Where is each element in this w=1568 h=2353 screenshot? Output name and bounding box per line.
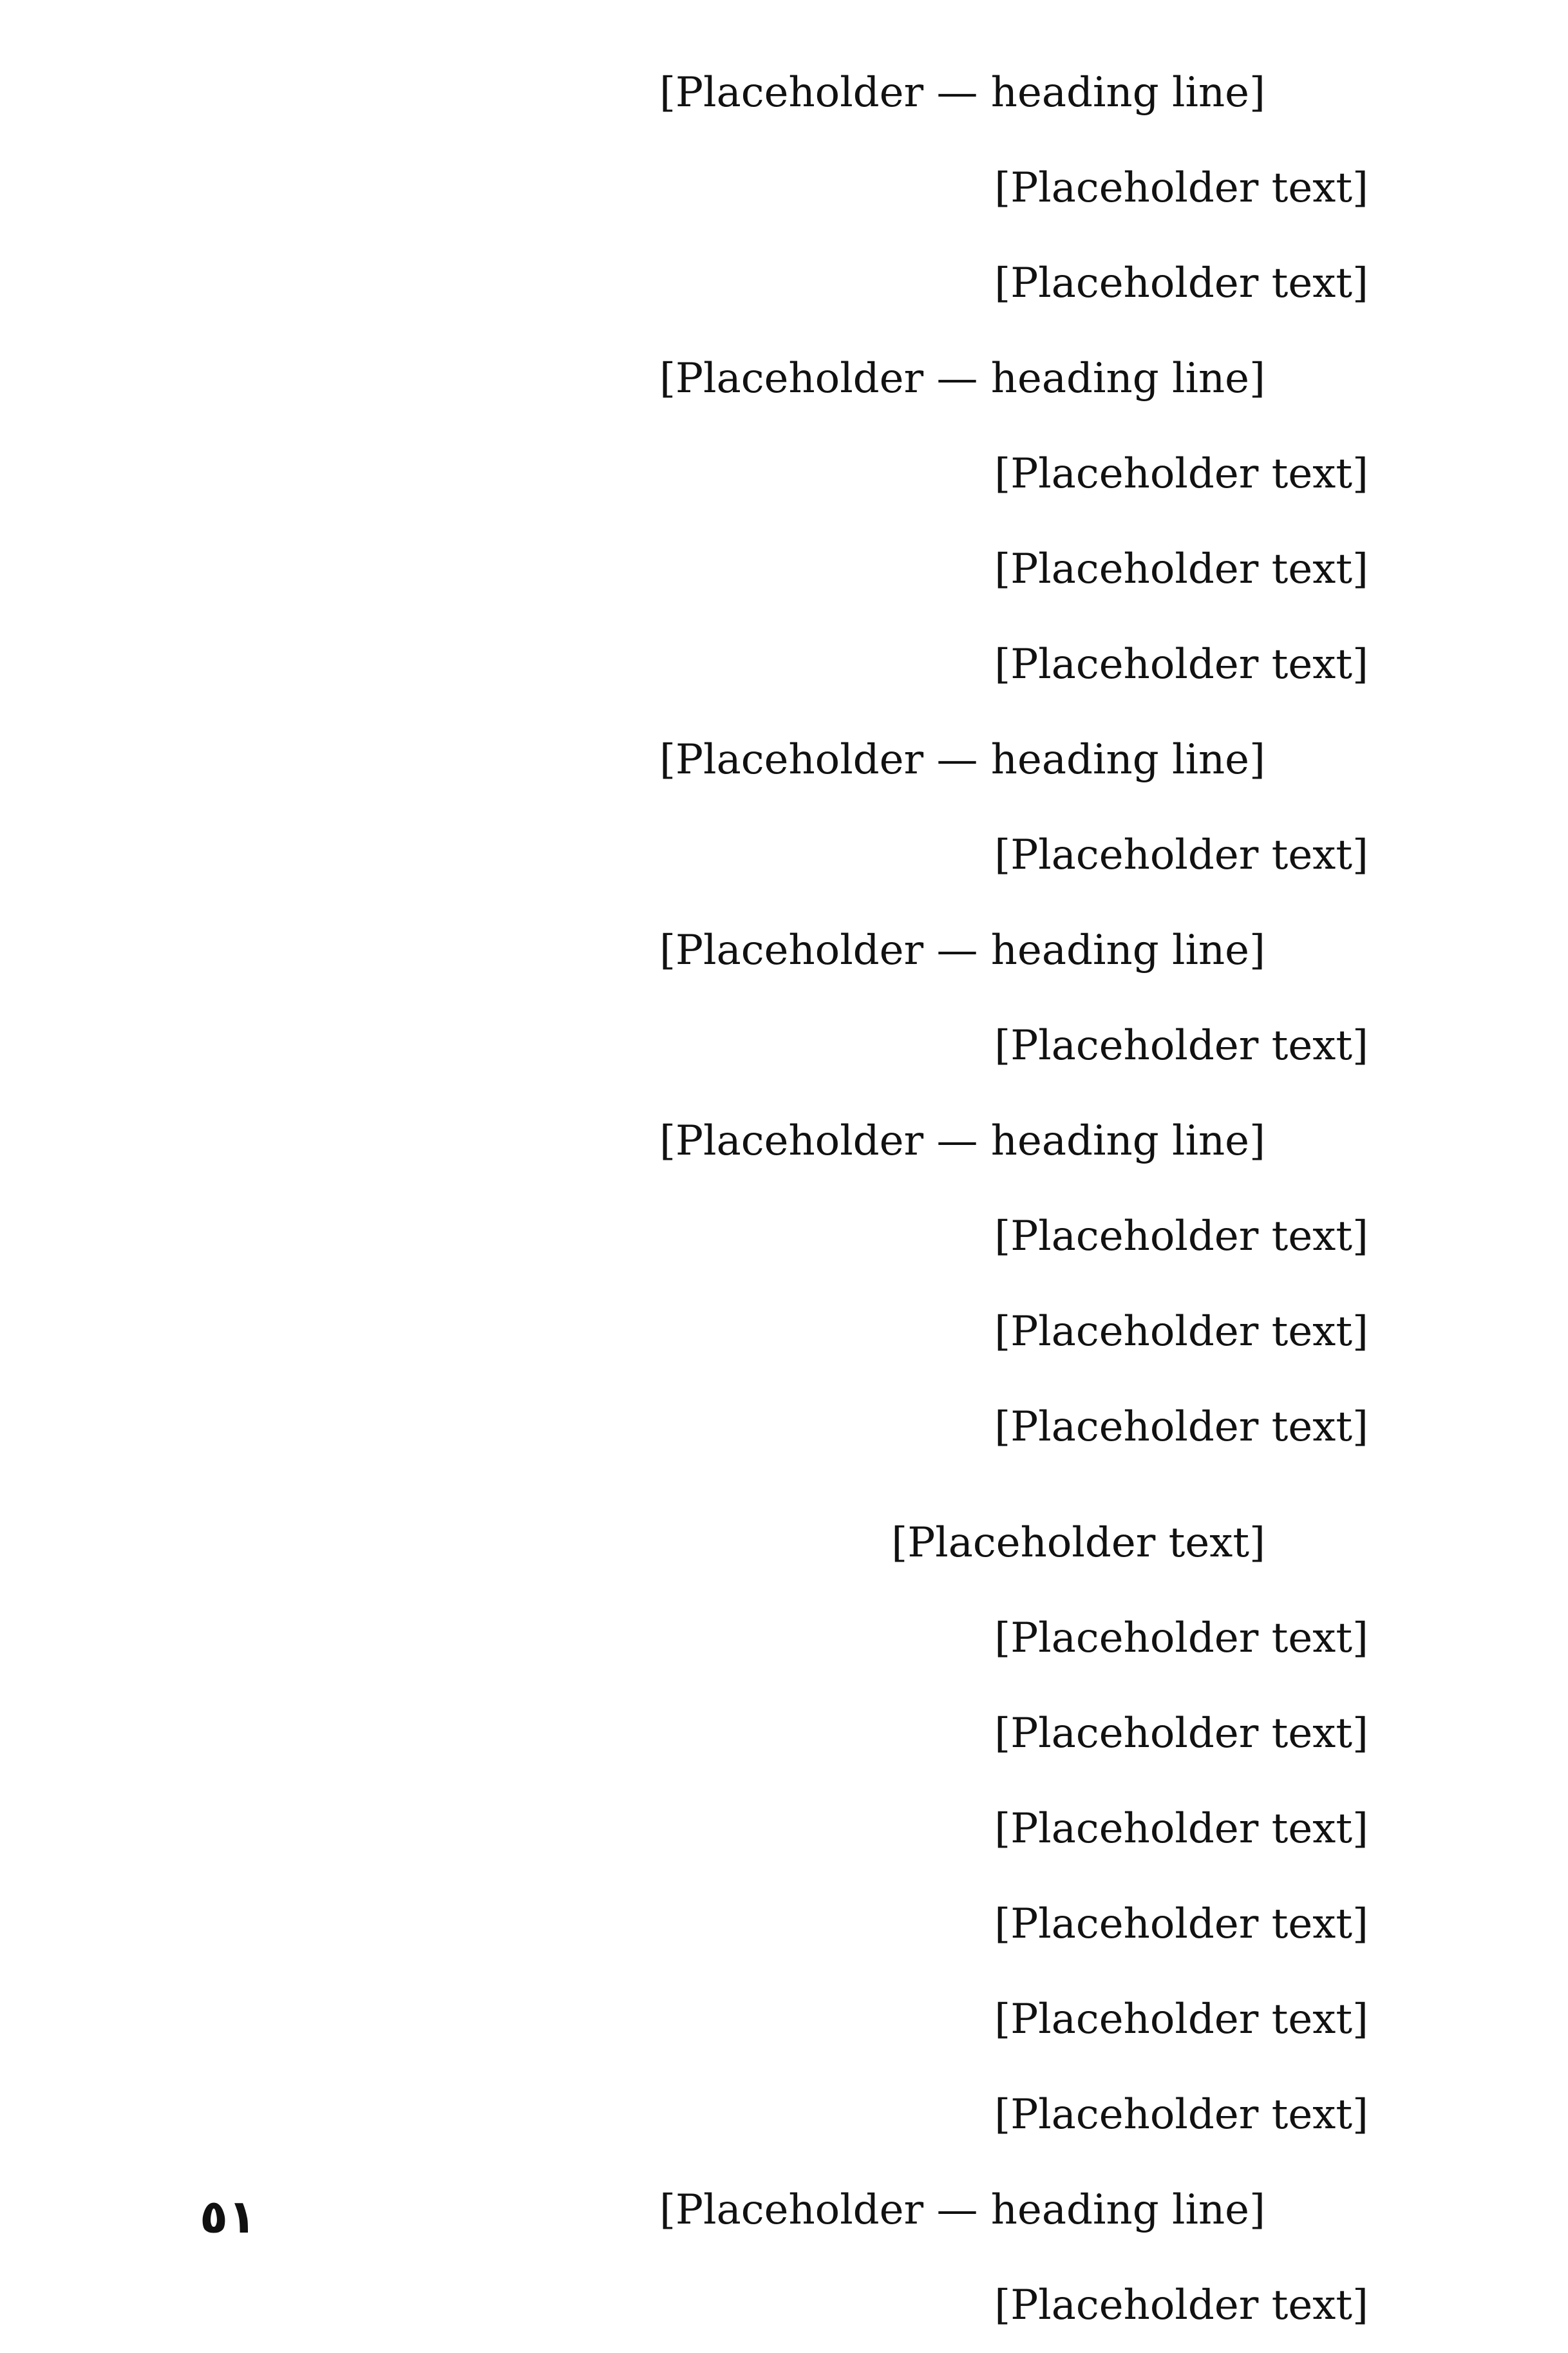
text-line: [Placeholder text] — [994, 1996, 1368, 2043]
text-line: [Placeholder text] — [994, 450, 1368, 498]
text-line: [Placeholder text] — [994, 1308, 1368, 1356]
text-line: [Placeholder text] — [994, 545, 1368, 593]
paragraph-heading-line: [Placeholder — heading line] — [659, 355, 1265, 402]
paragraph-heading-line: [Placeholder — heading line] — [659, 1117, 1265, 1165]
paragraph-heading-line: [Placeholder — heading line] — [659, 69, 1265, 117]
text-line: [Placeholder text] — [994, 641, 1368, 688]
text-line: [Placeholder text] — [994, 1805, 1368, 1853]
paragraph-heading-line: [Placeholder — heading line] — [659, 736, 1265, 784]
text-line: [Placeholder text] — [994, 1213, 1368, 1260]
text-line: [Placeholder text] — [994, 1614, 1368, 1662]
paragraph-heading-line: [Placeholder — heading line] — [659, 2186, 1265, 2234]
paragraph-start-line: [Placeholder text] — [891, 1519, 1265, 1567]
paragraph-heading-line: [Placeholder — heading line] — [659, 927, 1265, 974]
text-line: [Placeholder text] — [994, 1403, 1368, 1451]
text-line: [Placeholder text] — [994, 1900, 1368, 1948]
text-line: [Placeholder text] — [994, 2282, 1368, 2329]
text-line: [Placeholder text] — [994, 1022, 1368, 1070]
body-text — [203, 45, 1368, 2353]
text-line: [Placeholder text] — [994, 2091, 1368, 2139]
text-line: [Placeholder text] — [994, 1710, 1368, 1757]
text-line: [Placeholder text] — [994, 260, 1368, 307]
text-line: [Placeholder text] — [994, 831, 1368, 879]
text-line: [Placeholder text] — [994, 164, 1368, 212]
page-number: ٥١ — [200, 2189, 256, 2244]
